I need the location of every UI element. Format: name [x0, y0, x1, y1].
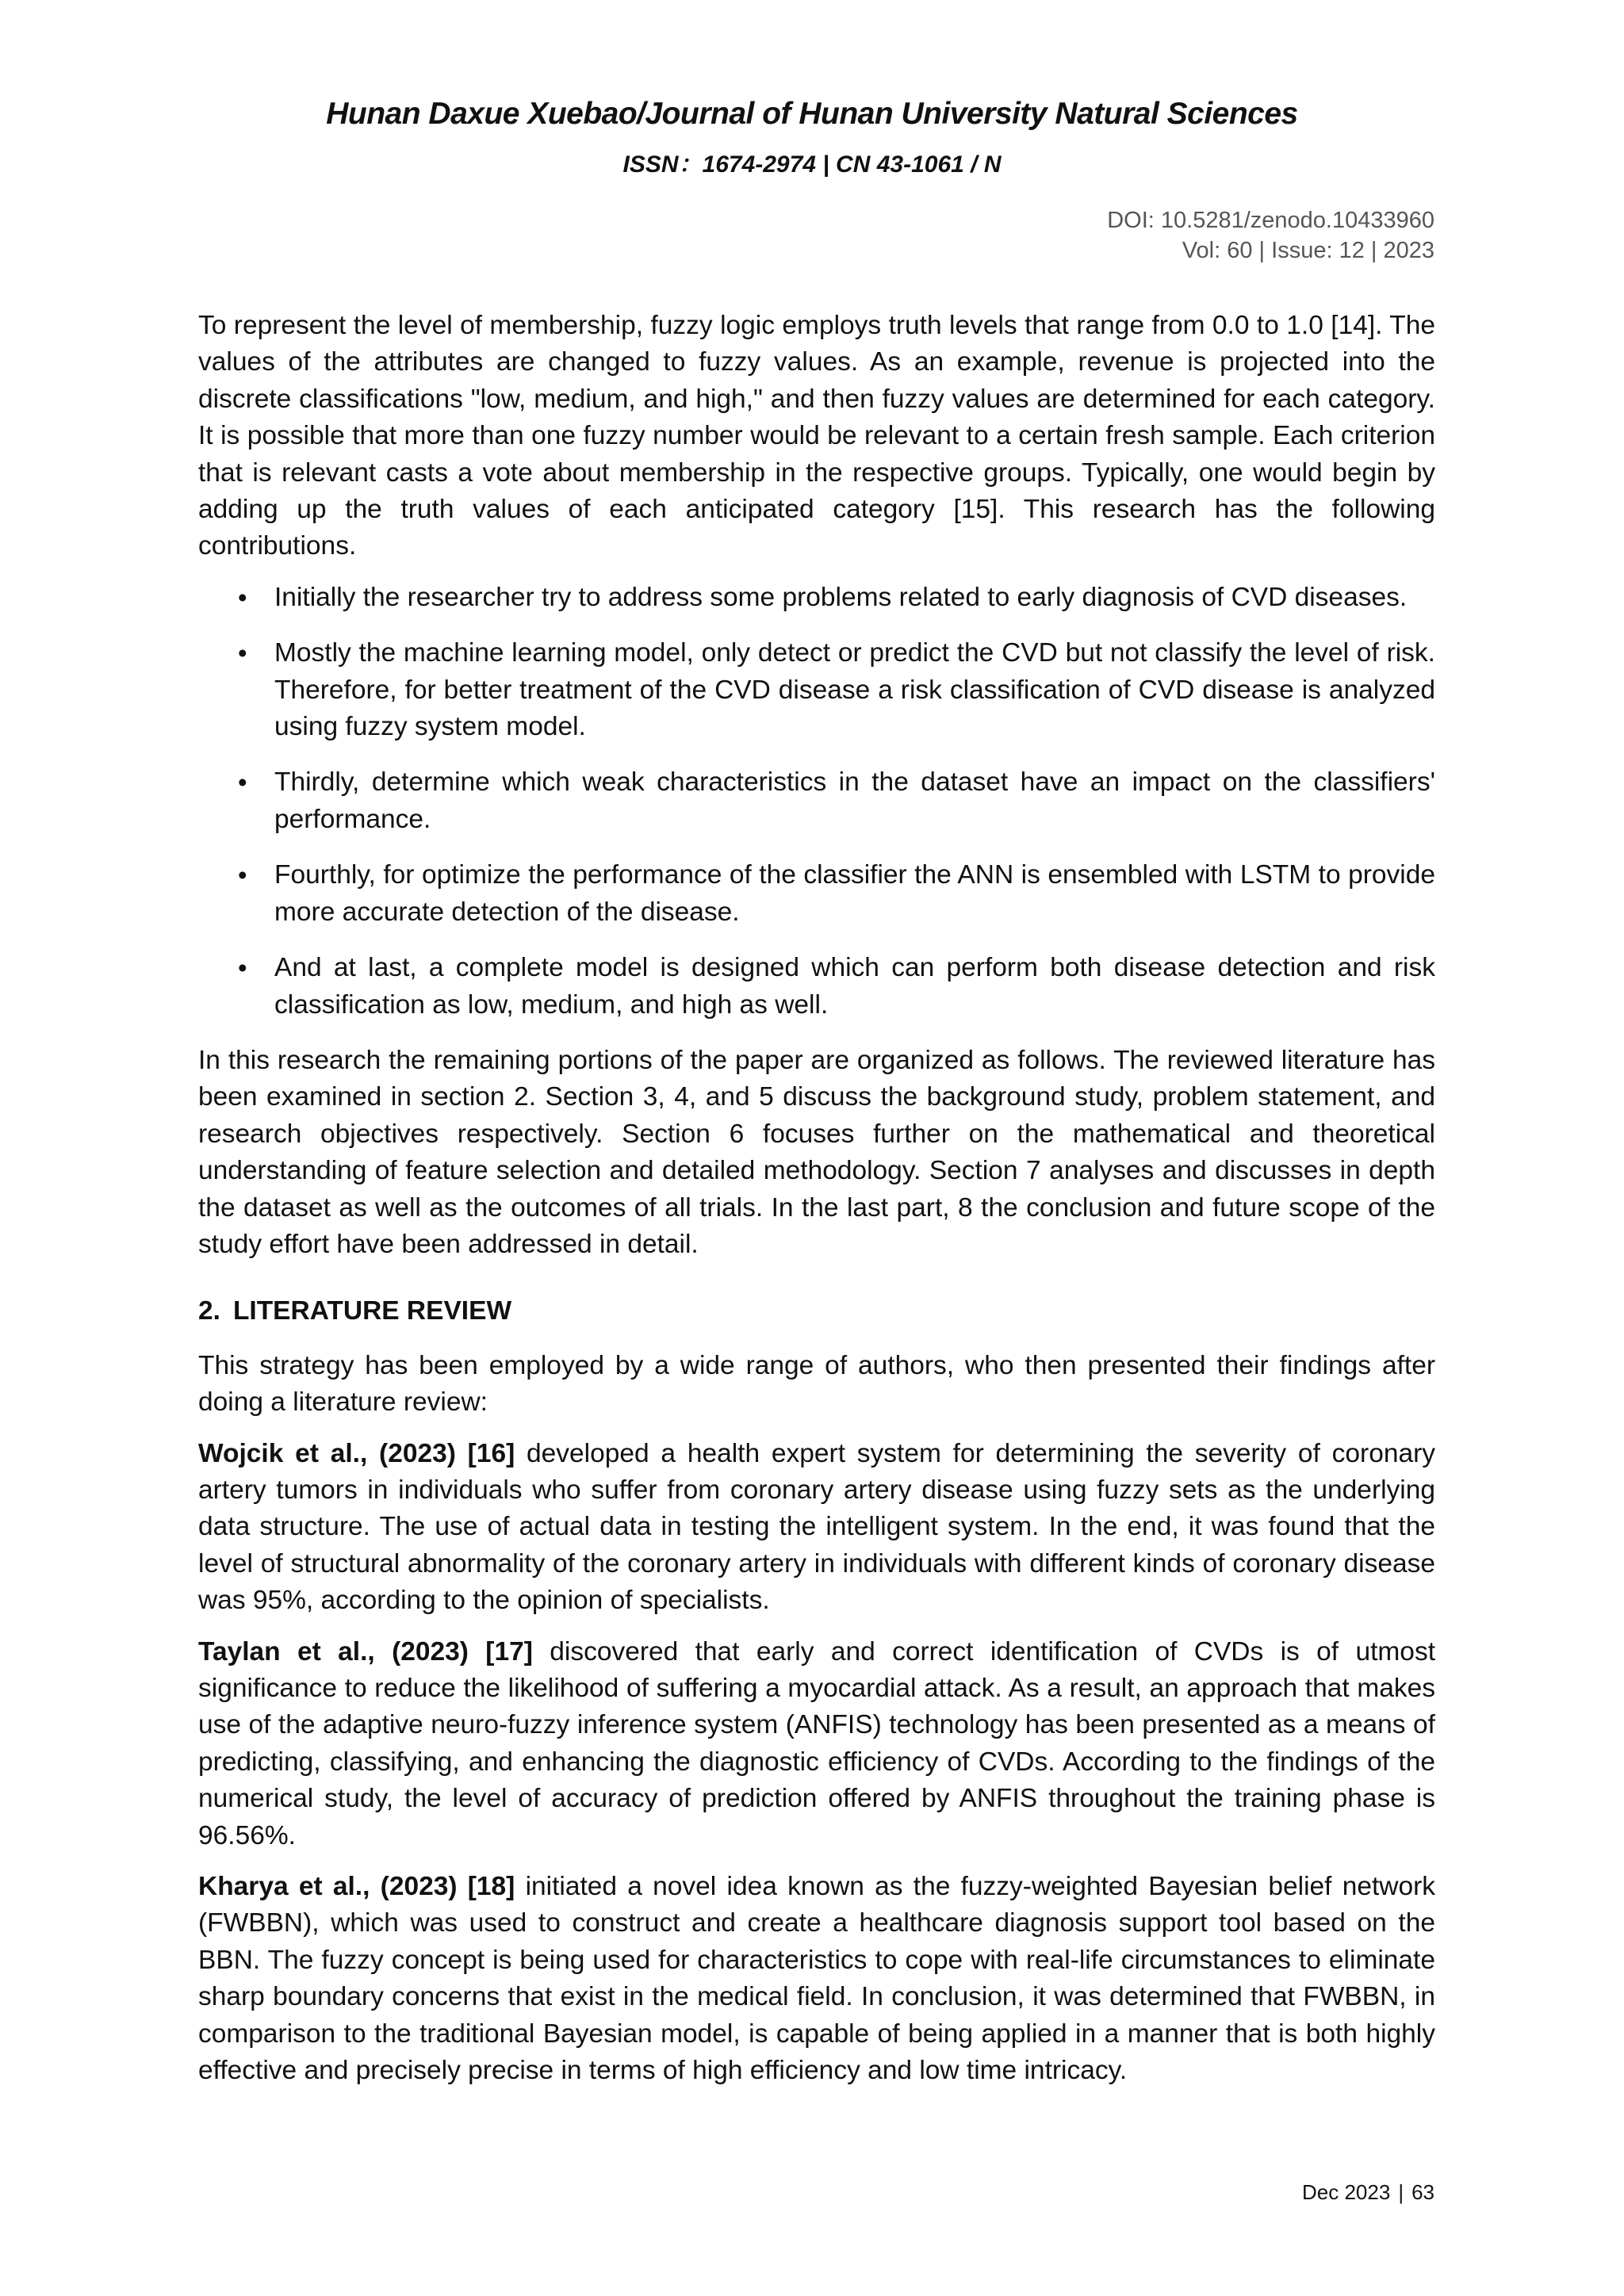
footer-separator: |: [1398, 2180, 1404, 2204]
review-text: developed a health expert system for determining the severity of coronary artery tumors in individuals who suffer from coronary artery disease using fuzzy sets as the underlying data structure. The use of actual data in testing the intelligent system. In the end, it was found that the level of structural abnormality of the coronary artery in individuals with different kinds of coronary disease was 95%, according to the opinion of specialists.: [198, 1438, 1435, 1616]
contribution-text: Thirdly, determine which weak characteristics in the dataset have an impact on the classifiers' performance.: [274, 767, 1435, 834]
review-citation: Kharya et al., (2023) [18]: [198, 1872, 515, 1902]
journal-title: Hunan Daxue Xuebao/Journal of Hunan University Natural Sciences: [326, 97, 1298, 131]
list-item: [198, 580, 1435, 616]
section-intro: This strategy has been employed by a wide range of authors, who then presented their findings after doing a literature review:: [198, 1350, 1435, 1418]
footer-date: Dec 2023: [1302, 2180, 1391, 2204]
bullet-icon: •: [238, 582, 247, 612]
review-citation: Taylan et al., (2023) [17]: [198, 1636, 533, 1667]
review-paragraph: [198, 1436, 1435, 1620]
list-item: [198, 950, 1435, 1024]
page-number: 63: [1411, 2180, 1434, 2204]
page-footer: [1302, 2180, 1434, 2205]
section-title: LITERATURE REVIEW: [232, 1296, 512, 1326]
intro-paragraph: To represent the level of membership, fuzzy logic employs truth levels that range from 0.0 to 1.0 [14]. The values of the attributes are changed to fuzzy values. As an example, revenue is projected into the discrete classifications "low, medium, and high," and then fuzzy values are determined for each category. It is possible that more than one fuzzy number would be relevant to a certain fresh sample. Each criterion that is relevant casts a vote about membership in the respective groups. Typically, one would begin by adding up the truth values of each anticipated category [15]. This research has the following contributions.: [198, 311, 1435, 561]
list-item: [198, 635, 1435, 745]
bullet-icon: •: [238, 953, 247, 983]
bullet-icon: •: [238, 860, 247, 890]
list-item: [198, 857, 1435, 931]
volume-issue: Vol: 60 | Issue: 12 | 2023: [1182, 238, 1434, 263]
issn-line: ISSN：1674-2974 | CN 43-1061 / N: [622, 151, 1002, 178]
section-heading: [198, 1293, 1435, 1330]
contribution-text: Mostly the machine learning model, only detect or predict the CVD but not classify the level of risk. Therefore, for better treatment of the CVD disease a risk classification of CVD disease is analyzed using fuzzy system model.: [274, 638, 1435, 742]
review-citation: Wojcik et al., (2023) [16]: [198, 1438, 515, 1468]
list-item: [198, 764, 1435, 838]
doi: DOI: 10.5281/zenodo.10433960: [1107, 208, 1434, 233]
bullet-icon: •: [238, 638, 247, 668]
review-paragraph: [198, 1869, 1435, 2089]
review-text: discovered that early and correct identification of CVDs is of utmost significance to reduce the likelihood of suffering a myocardial attack. As a result, an approach that makes use of the adaptive neuro-fuzzy inference system (ANFIS) technology has been presented as a means of predicting, classifying, and enhancing the diagnostic efficiency of CVDs. According to the findings of the numerical study, the level of accuracy of prediction offered by ANFIS throughout the training phase is 96.56%.: [198, 1636, 1435, 1850]
contribution-text: Initially the researcher try to address some problems related to early diagnosis of CVD diseases.: [274, 582, 1408, 612]
contribution-text: And at last, a complete model is designed which can perform both disease detection and risk classification as low, medium, and high as well.: [274, 953, 1435, 1020]
body-text: [198, 308, 1435, 2103]
contributions-list: [198, 580, 1435, 1024]
contribution-text: Fourthly, for optimize the performance of the classifier the ANN is ensembled with LSTM to provide more accurate detection of the disease.: [274, 860, 1435, 927]
review-text: initiated a novel idea known as the fuzzy-weighted Bayesian belief network (FWBBN), which was used to construct and create a healthcare diagnosis support tool based on the BBN. The fuzzy concept is being used for characteristics to cope with real-life circumstances to eliminate sharp boundary concerns that exist in the medical field. In conclusion, it was determined that FWBBN, in comparison to the traditional Bayesian model, is capable of being applied in a manner that is both highly effective and precisely precise in terms of high efficiency and low time intricacy.: [198, 1872, 1435, 2086]
section-number: 2.: [198, 1296, 220, 1326]
review-paragraph: [198, 1634, 1435, 1854]
organization-paragraph: In this research the remaining portions of the paper are organized as follows. The reviewed literature has been examined in section 2. Section 3, 4, and 5 discuss the background study, problem statement, and research objectives respectively. Section 6 focuses further on the mathematical and theoretical understanding of feature selection and detailed methodology. Section 7 analyses and discusses in depth the dataset as well as the outcomes of all trials. In the last part, 8 the conclusion and future scope of the study effort have been addressed in detail.: [198, 1045, 1435, 1259]
bullet-icon: •: [238, 767, 247, 798]
